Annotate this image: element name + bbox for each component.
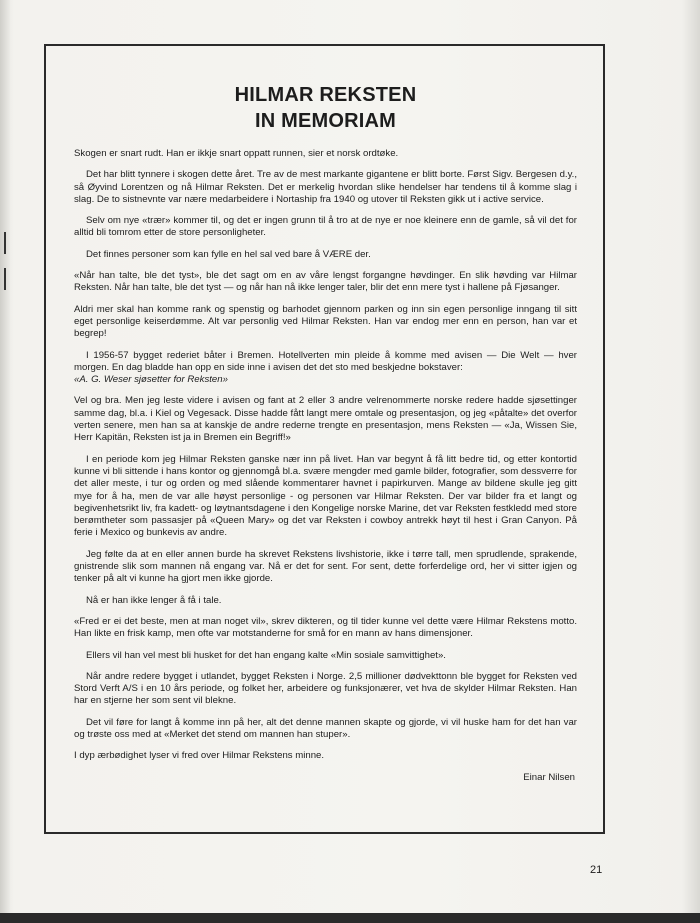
paragraph: Jeg følte da at en eller annen burde ha skrevet Rekstens livshistorie, ikke i tørre tall, men sprudlende, sprakende, gnistrende slik som mannen nå engang var. Nå er det for sent. For sent, dette forferdelige ord, her vi sitter igjen og tenker på alt vi kunne ha gjort men ikke gjorde.: [74, 548, 577, 585]
paragraph: «Når han talte, ble det tyst», ble det sagt om en av våre lengst forgangne høvdinger. En slik høvding var Hilmar Reksten. Når han talte, ble det tyst — og når han nå ikke lenger taler, blir det enn mere tyst i hallene på Fjøsanger.: [74, 270, 577, 294]
article-title: [74, 82, 577, 134]
paragraph: Aldri mer skal han komme rank og spenstig og barhodet gjennom parken og inn sin egen personlige inngang til sitt eget personlige keiserdømme. Alt var personlig ved Hilmar Reksten. Han var endog mer enn en person, han var et begrep!: [74, 303, 577, 340]
paragraph: I dyp ærbødighet lyser vi fred over Hilmar Rekstens minne.: [74, 750, 325, 762]
scan-border: [0, 913, 700, 923]
margin-mark: [4, 268, 6, 290]
paragraph: Vel og bra. Men jeg leste videre i avisen og fant at 2 eller 3 andre velrenommerte norske redere hadde sjøsettinger samme dag, bl.a. i Kiel og Vegesack. Disse hadde fått langt mere omtale og presentasjon, og jeg «påtalte» det overfor verten senere, men han sa at kanskje de andre rederne trengte en presentasjon, mens Reksten — «Ja, Wissen Sie, Herr Kapitän, Reksten ist ja in Bremen ein Begriff!»: [74, 395, 577, 444]
page-edge: [682, 0, 700, 923]
paragraph: I en periode kom jeg Hilmar Reksten ganske nær inn på livet. Han var begynt å få litt bedre tid, og etter kontortid kunne vi bli sittende i hans kontor og gjennomgå bl.a. svære mengder med gamle bilder, fotografier, som dessverre for det aller meste, i tur og orden og med slående kommentarer havnet i papirkurven. Mange av bildene skulle jeg gitt mye for å ha, men de var alle høyst personlige - og personen var Hilmar Reksten. Der var bilder fra et langt og begivenhetsrikt liv, fra kadett- og løytnantsdagene i den Kongelige norske Marine, det var Reksten festkledd med store berømtheter som passasjer på «Queen Mary» og det var Reksten i cowboy antrekk høyt til hest i Gran Canyon. På ferie i Mexico og bunkevis av andre.: [74, 453, 577, 539]
paragraph: «Fred er ei det beste, men at man noget vil», skrev dikteren, og til tider kunne vel dette være Hilmar Rekstens motto. Han likte en frisk kamp, men ofte var motstanderne for små for en mann av hans dimensjoner.: [74, 615, 577, 640]
article-frame: [44, 44, 605, 834]
paragraph: Selv om nye «trær» kommer til, og det er ingen grunn til å tro at de nye er noe kleinere enn de gamle, så vil det for alltid bli tomrom etter de store personligheter.: [74, 215, 577, 239]
paragraph: Det vil føre for langt å komme inn på her, alt det denne mannen skapte og gjorde, vi vil huske ham for det han var og trøste oss med at «Merket det stend om mannen han stuper».: [74, 716, 577, 740]
paragraph: Det har blitt tynnere i skogen dette året. Tre av de mest markante gigantene er blitt borte. Først Sigv. Bergesen d.y., så Øyvind Lorentzen og nå Hilmar Reksten. Det er merkelig hvordan slike hendelser har tendens til å komme slag i slag. De to sistnevnte var nære medarbeidere i Nortaship fra 1940 og utover til Reksten gikk ut i active service.: [74, 169, 577, 205]
margin-mark: [4, 232, 6, 254]
page-number: 21: [590, 864, 603, 876]
author-signature: Einar Nilsen: [523, 771, 575, 783]
article-body: [74, 148, 577, 763]
title-line-1: HILMAR REKSTEN: [234, 84, 417, 106]
paragraph: Ellers vil han vel mest bli husket for det han engang kalte «Min sosiale samvittighet».: [86, 649, 446, 661]
quoted-headline: «A. G. Weser sjøsetter for Reksten»: [74, 374, 228, 386]
paragraph: I 1956-57 bygget rederiet båter i Bremen. Hotellverten min pleide å komme med avisen — Die Welt — hver morgen. En dag bladde han opp en side inne i avisen det det sto med beskjedne bokstaver:: [74, 349, 577, 373]
paragraph: Skogen er snart rudt. Han er ikkje snart oppatt runnen, sier et norsk ordtøke.: [74, 148, 399, 159]
paragraph: Det finnes personer som kan fylle en hel sal ved bare å VÆRE der.: [86, 248, 371, 260]
paragraph: Når andre redere bygget i utlandet, bygget Reksten i Norge. 2,5 millioner dødvekttonn ble bygget for Reksten ved Stord Verft A/S i en 10 års periode, og folket her, arbeidere og funksjonærer, vet hva de skylder Hilmar Reksten. Han har en stjerne her som sent vil blekne.: [74, 670, 577, 707]
binding-shadow: [0, 0, 10, 923]
paragraph: Nå er han ikke lenger å få i tale.: [86, 594, 222, 606]
title-line-2: IN MEMORIAM: [254, 110, 397, 132]
